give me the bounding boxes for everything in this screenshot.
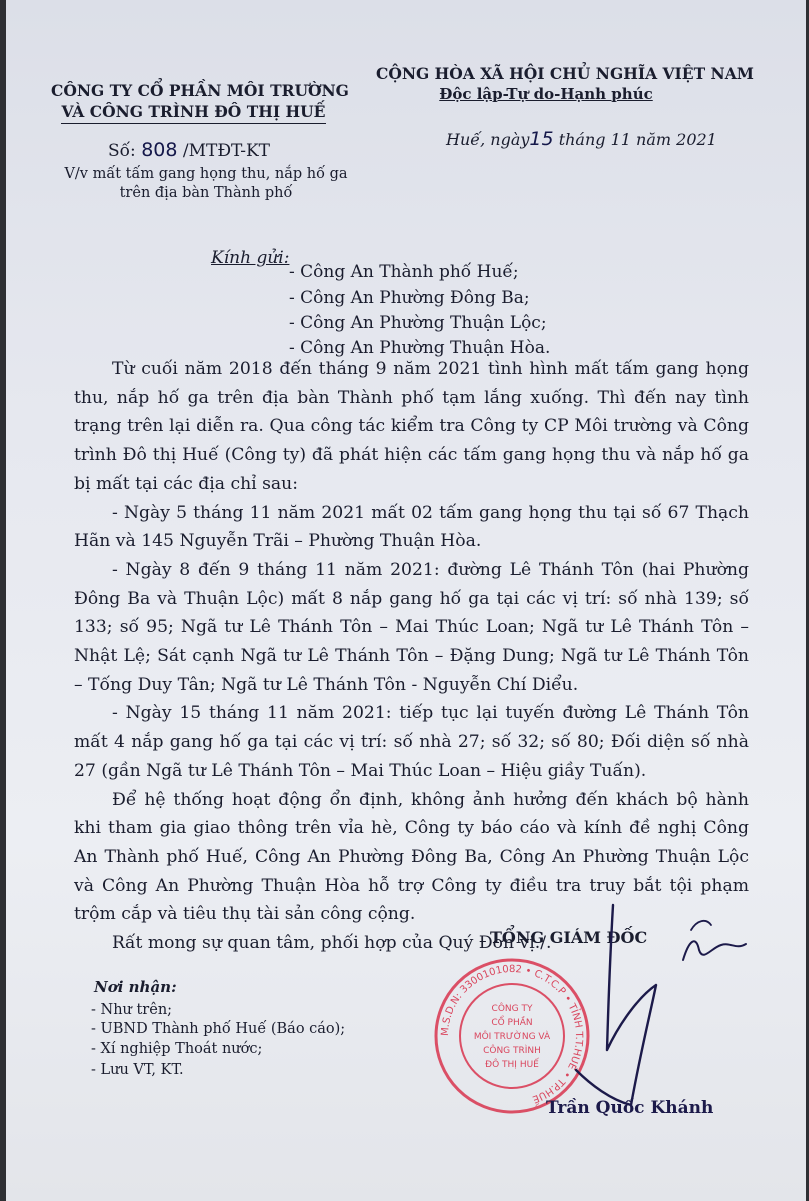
signer-title: TỔNG GIÁM ĐỐC (490, 928, 648, 947)
org-line-1: CÔNG TY CỔ PHẦN MÔI TRƯỜNG (51, 81, 349, 100)
number-prefix: Số: (108, 141, 136, 161)
subject-line-2: trên địa bàn Thành phố (119, 185, 293, 201)
issuing-organization (51, 80, 349, 124)
date-day-handwritten: 15 (529, 128, 554, 150)
body-closing: Rất mong sự quan tâm, phối hợp của Quý Đơn vị./. (112, 933, 552, 954)
recipient-item: - Công An Phường Thuận Lộc; (289, 313, 547, 333)
number-suffix: /MTĐT-KT (182, 141, 270, 161)
company-stamp (431, 955, 593, 1117)
issue-date (446, 128, 717, 150)
distribution-item: - Lưu VT, KT. (91, 1062, 184, 1078)
subject-line (56, 165, 356, 203)
handwritten-signature (571, 900, 761, 1120)
distribution-heading: Nơi nhận: (94, 978, 177, 996)
recipient-item: - Công An Phường Đông Ba; (289, 288, 530, 308)
date-rest: tháng 11 năm 2021 (558, 130, 717, 149)
org-line-2: VÀ CÔNG TRÌNH ĐÔ THỊ HUẾ (61, 101, 325, 124)
subject-line-1: V/v mất tấm gang họng thu, nắp hố ga (64, 166, 348, 182)
number-handwritten: 808 (141, 139, 178, 161)
stamp-line: CÔNG TRÌNH (483, 1046, 541, 1056)
body-request: Để hệ thống hoạt động ổn định, không ảnh hưởng đến khách bộ hành khi tham gia giao thông trên vỉa hè, Công ty báo cáo và kính đề nghị Công An Thành phố Huế, Công An Phường Đông Ba, Công An Phường Thuận Lộc và Công An Phường Thuận Hòa hỗ trợ Công ty điều tra truy bắt tội phạm trộm cắp và tiêu thụ tài sản công cộng. (74, 789, 749, 925)
stamp-line: CÔNG TY (491, 1004, 533, 1014)
document-number (108, 139, 270, 161)
national-title: CỘNG HÒA XÃ HỘI CHỦ NGHĨA VIỆT NAM (376, 64, 754, 83)
distribution-item: - UBND Thành phố Huế (Báo cáo); (91, 1021, 346, 1037)
distribution-item: - Xí nghiệp Thoát nước; (91, 1041, 263, 1057)
national-header (376, 64, 754, 104)
stamp-line: MÔI TRƯỜNG VÀ (473, 1032, 551, 1042)
body-item-3: - Ngày 15 tháng 11 năm 2021: tiếp tục lại tuyến đường Lê Thánh Tôn mất 4 nắp gang hố ga tại các vị trí: số nhà 27; số 32; số 80; Đối diện số nhà 27 (gần Ngã tư Lê Thánh Tôn – Mai Thúc Loan – Hiệu giầy Tuấn). (74, 703, 749, 781)
body-item-2: - Ngày 8 đến 9 tháng 11 năm 2021: đường Lê Thánh Tôn (hai Phường Đông Ba và Thuận Lộc) mất 8 nắp gang hố ga tại các vị trí: số nhà 139; số 133; số 95; Ngã tư Lê Thánh Tôn – Mai Thúc Loan; Ngã tư Lê Thánh Tôn – Nhật Lệ; Sát cạnh Ngã tư Lê Thánh Tôn – Đặng Dung; Ngã tư Lê Thánh Tôn – Tống Duy Tân; Ngã tư Lê Thánh Tôn - Nguyễn Chí Diểu. (74, 559, 749, 695)
stamp-line: CỔ PHẦN (491, 1018, 533, 1028)
recipient-item: - Công An Phường Thuận Hòa. (289, 338, 551, 358)
recipient-item: - Công An Thành phố Huế; (289, 262, 519, 282)
stamp-ring-text: M.S.D.N: 3300101082 • C.T.C.P • TỈNH T.T.HUẾ • TP.HUẾ (439, 963, 585, 1105)
letter-body (74, 355, 749, 958)
stamp-line: ĐÔ THỊ HUẾ (485, 1060, 539, 1070)
body-item-1: - Ngày 5 tháng 11 năm 2021 mất 02 tấm gang họng thu tại số 67 Thạch Hãn và 145 Nguyễn Trãi – Phường Thuận Hòa. (74, 502, 749, 552)
date-prefix: Huế, ngày (446, 130, 530, 149)
signer-name: Trần Quốc Khánh (546, 1098, 714, 1118)
body-intro: Từ cuối năm 2018 đến tháng 9 năm 2021 tình hình mất tấm gang họng thu, nắp hố ga trên địa bàn Thành phố tạm lắng xuống. Thì đến nay tình trạng trên lại diễn ra. Qua công tác kiểm tra Công ty CP Môi trường và Công trình Đô thị Huế (Công ty) đã phát hiện các tấm gang họng thu và nắp hố ga bị mất tại các địa chỉ sau: (74, 359, 749, 494)
letter-page (6, 0, 806, 1201)
national-motto: Độc lập-Tự do-Hạnh phúc (439, 85, 653, 103)
distribution-item: - Như trên; (91, 1002, 173, 1018)
recipients-heading: Kính gửi: (211, 248, 290, 268)
